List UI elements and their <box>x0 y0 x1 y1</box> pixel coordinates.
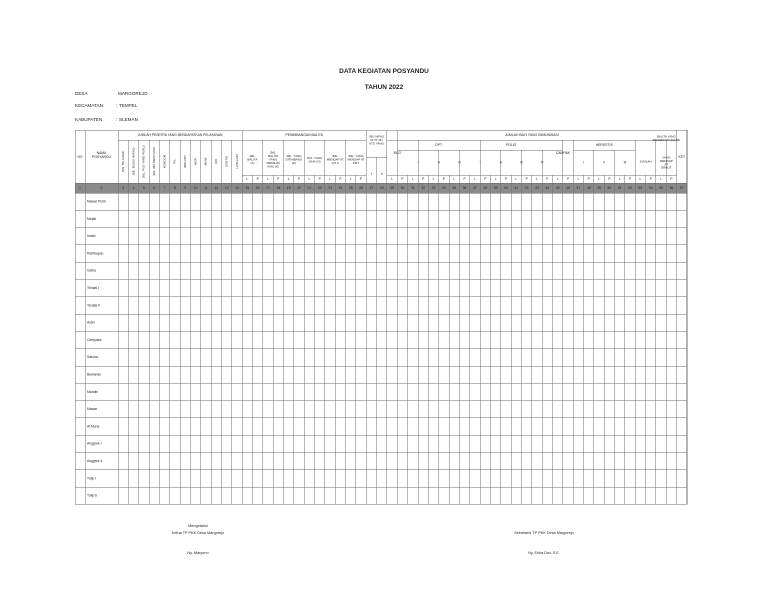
column-number: 18 <box>276 185 281 190</box>
column-number: 45 <box>555 185 560 190</box>
column-number: 33 <box>431 185 436 190</box>
posyandu-name: Mandiri <box>87 389 99 394</box>
header-dose-label: III <box>623 160 627 165</box>
posyandu-name: Anggrek II <box>87 459 103 464</box>
header-vertical-label: KONDOM <box>162 154 167 169</box>
header-vertical-label: PIL <box>172 159 177 164</box>
header-dose-label: IV <box>540 160 544 165</box>
posyandu-name: Teratai I <box>87 286 100 291</box>
header-diare: BALITA YANG MENDERITA DIARE <box>652 134 680 142</box>
column-number: 12 <box>214 185 219 190</box>
header-lp-label: P <box>587 176 590 181</box>
header-dose-label: I <box>583 160 584 165</box>
header-lp-label: L <box>536 176 538 181</box>
header-penimbangan-sub: JML. YANG DITIMBANG (D) <box>285 154 303 165</box>
header-lp-label: L <box>474 176 476 181</box>
header-penimbangan-sub: JML. BALITA (S) <box>247 154 258 165</box>
header-penimbangan-sub: JML. MENDAP AT VIT A <box>326 154 344 165</box>
column-number: 20 <box>297 185 301 190</box>
header-lp-label: L <box>391 176 394 181</box>
signature-left-role: Mengetahui <box>188 524 208 528</box>
header-penimbangan-sub: JML. YANG NAIK (N) <box>306 155 323 164</box>
column-number: 44 <box>545 185 550 190</box>
header-lp-label: L <box>556 176 559 181</box>
header-vertical-label: JML. PUS YANG PERLU <box>141 144 146 179</box>
posyandu-name: Cempaka <box>87 337 102 342</box>
header-lp-label: P <box>339 176 342 181</box>
posyandu-name: Rambayan <box>87 251 104 256</box>
header-vertical-label: IMPLANT <box>183 154 188 169</box>
header-lp-label: P <box>670 176 673 181</box>
column-number: 23 <box>328 185 332 190</box>
column-number: 48 <box>586 185 591 190</box>
header-lp-label: P <box>442 176 445 181</box>
column-number: 6 <box>153 185 156 190</box>
header-lp-label: L <box>246 176 249 181</box>
posyandu-data-table <box>75 130 689 516</box>
posyandu-name: Tulip I <box>87 476 97 481</box>
column-number: 29 <box>390 185 395 190</box>
header-penimbangan-sub: JML. YANG MENDAP AT PMT <box>347 154 365 165</box>
column-number: 3 <box>122 185 125 190</box>
header-lp-label: L <box>453 176 456 181</box>
posyandu-name: Gelka <box>87 268 96 273</box>
column-number: 31 <box>410 185 415 190</box>
header-lp-label: P <box>401 176 404 181</box>
column-number: 47 <box>576 185 581 190</box>
kabupaten-label: KABUPATEN <box>75 117 103 122</box>
column-number: 21 <box>307 185 312 190</box>
header-lp-label: L <box>411 176 414 181</box>
header-lp-label: L <box>349 176 352 181</box>
column-number: 26 <box>359 185 364 190</box>
header-lp-label: P <box>277 176 280 181</box>
header-lp-label: P <box>608 176 611 181</box>
header-vertical-label: MOW <box>203 157 208 166</box>
header-vertical-label: MOP <box>193 158 198 165</box>
header-polio: POLIO <box>505 142 517 147</box>
header-diare-oralit: YANG MENDAP AT ORALIT <box>659 155 673 170</box>
header-lp-label: L <box>308 176 311 181</box>
header-campak: CAMPAK <box>555 150 570 155</box>
column-number: 37 <box>473 185 477 190</box>
column-number: 34 <box>441 185 446 190</box>
posyandu-name: Indah <box>87 234 96 239</box>
header-lp-label: P <box>566 176 570 181</box>
header-dose-label: II <box>603 160 606 165</box>
column-number: 24 <box>338 185 343 190</box>
header-hepatitis: HEPATITIS <box>595 142 613 147</box>
column-number: 25 <box>348 185 353 190</box>
column-number: 56 <box>669 185 674 190</box>
header-lp-label: L <box>618 176 621 181</box>
header-lp-label: L <box>660 176 663 181</box>
header-lp-label: L <box>598 176 600 181</box>
column-number: 35 <box>452 185 457 190</box>
signature-right-name: Ny. Erika Dwi, S.E. <box>528 551 560 555</box>
header-lp-label: L <box>329 176 331 181</box>
column-number: 9 <box>184 185 187 190</box>
header-dose-label: I <box>479 160 481 165</box>
kabupaten-sep: : <box>116 117 118 122</box>
column-number: 49 <box>597 185 601 190</box>
column-number: 11 <box>204 185 208 190</box>
header-vertical-label: JML. BUSUI (NIFAS) <box>131 147 136 176</box>
header-vertical-label: SUNTIK <box>224 155 229 168</box>
column-number: 55 <box>659 185 664 190</box>
header-lp-label: P <box>649 176 652 181</box>
signature-right-title: Sekretaris TP PKK Desa Margorejo <box>514 531 574 535</box>
column-number: 51 <box>617 185 622 190</box>
header-dose-label: III <box>520 160 523 165</box>
column-number: 36 <box>462 185 467 190</box>
column-number: 8 <box>173 185 176 190</box>
column-number: 41 <box>514 185 519 190</box>
posyandu-name: Anggrek I <box>87 441 102 446</box>
header-lp-label: L <box>267 176 269 181</box>
posyandu-name: Sakura <box>87 355 98 360</box>
posyandu-name: Aster <box>87 320 95 325</box>
column-number: 5 <box>142 185 145 190</box>
kecamatan-value: TEMPEL <box>119 103 138 108</box>
column-number: 38 <box>483 185 488 190</box>
header-vertical-label: LAIN-LAIN <box>234 154 239 169</box>
column-number: 30 <box>400 185 405 190</box>
column-number: 1 <box>79 185 81 190</box>
header-lp-label: L <box>515 176 518 181</box>
header-peserta: JUMLAH PESERTA YANG MENDAPATKAN PELAYANAN <box>137 133 223 138</box>
header-ibu-nifas: IBU NIFAS DI TT (ILI VIT) YANG <box>369 134 385 146</box>
header-lp-label: P <box>629 176 632 181</box>
header-dose-label: I <box>417 160 419 165</box>
desa-label: DESA <box>75 91 88 96</box>
header-ket: KET <box>678 154 686 159</box>
header-dpt: DPT <box>435 142 443 147</box>
column-number: 27 <box>369 185 374 190</box>
kabupaten-value: SLEMAN <box>119 117 138 122</box>
header-dose-label: II <box>499 160 502 165</box>
kecamatan-label: KECAMATAN <box>75 103 103 108</box>
header-penimbangan-sub: JML. BALITA YANG MEMILIKI KMS (K) <box>266 150 280 169</box>
posyandu-name: Melati <box>87 216 97 221</box>
column-number: 28 <box>379 185 384 190</box>
desa-value: MARGOREJO <box>118 91 148 96</box>
document-year: TAHUN 2022 <box>364 84 404 91</box>
header-no: NO <box>77 154 83 159</box>
column-number: 57 <box>679 185 684 190</box>
column-number: 50 <box>607 185 612 190</box>
column-number: 16 <box>255 185 260 190</box>
column-number: 4 <box>132 185 135 190</box>
posyandu-name: Al Muna <box>87 424 100 429</box>
header-penimbangan: PENIMBANGAN BALITA <box>285 132 323 137</box>
header-dose-label: III <box>458 160 461 165</box>
column-number: 22 <box>317 185 322 190</box>
header-lp-label: P <box>256 176 259 181</box>
signature-left-title: Ketua TP PKK Desa Margorejo <box>171 531 225 535</box>
posyandu-name: Tulip II <box>87 493 98 498</box>
column-number: 7 <box>163 185 166 190</box>
column-number: 15 <box>245 185 250 190</box>
header-vertical-label: JML. IBU MENYUSUI <box>152 146 157 177</box>
header-diare-jumlah: JUMLAH <box>639 159 652 164</box>
header-lp-label: L <box>639 176 642 181</box>
kecamatan-sep: : <box>116 103 118 108</box>
header-lp-label: L <box>287 176 290 181</box>
header-bcg: BCG <box>393 150 402 155</box>
header-lp-label: P <box>360 176 363 181</box>
header-ibu-nifas-sub: I <box>371 171 372 176</box>
signature-left-name: Ny. Maryono <box>187 551 209 555</box>
header-lp-label: P <box>504 176 508 181</box>
header-vertical-label: JML. BU HAMIL <box>120 150 125 173</box>
header-ibu-nifas-sub: II <box>380 171 383 176</box>
header-lp-label: P <box>484 176 487 181</box>
posyandu-name: Mawar Putih <box>87 199 106 204</box>
column-number: 40 <box>504 185 508 190</box>
column-number: 17 <box>266 185 270 190</box>
column-number: 13 <box>224 185 229 190</box>
header-dose-label: II <box>437 160 440 165</box>
header-lp-label: P <box>525 176 528 181</box>
column-number: 32 <box>421 185 426 190</box>
header-lp-label: L <box>577 176 580 181</box>
header-vertical-label: IUD <box>214 158 219 165</box>
column-number: 53 <box>638 185 643 190</box>
column-number: 19 <box>286 185 291 190</box>
header-lp-label: L <box>494 176 497 181</box>
header-lp-label: L <box>432 176 435 181</box>
posyandu-name: Mawar <box>87 407 98 412</box>
header-imunisasi: JUMLAH BAYI YANG DIIMUNISASI <box>504 132 559 137</box>
posyandu-name: Bewandu <box>87 372 102 377</box>
document-title: DATA KEGIATAN POSYANDU <box>339 68 429 75</box>
column-number: 39 <box>493 185 498 190</box>
header-lp-label: P <box>422 176 425 181</box>
header-lp-label: P <box>463 176 466 181</box>
column-number: 42 <box>524 185 529 190</box>
header-lp-label: P <box>297 176 301 181</box>
header-nama-posyandu: NAMA POSYANDU <box>92 151 111 160</box>
column-number: 14 <box>235 185 239 190</box>
column-number: 10 <box>193 185 198 190</box>
column-number: 52 <box>628 185 632 190</box>
posyandu-name: Teratai II <box>87 303 101 308</box>
column-number: 54 <box>648 185 653 190</box>
header-lp-label: P <box>318 176 321 181</box>
column-number: 46 <box>566 185 570 190</box>
column-number: 2 <box>100 185 103 190</box>
header-lp-label: P <box>546 176 549 181</box>
column-number: 43 <box>535 185 539 190</box>
